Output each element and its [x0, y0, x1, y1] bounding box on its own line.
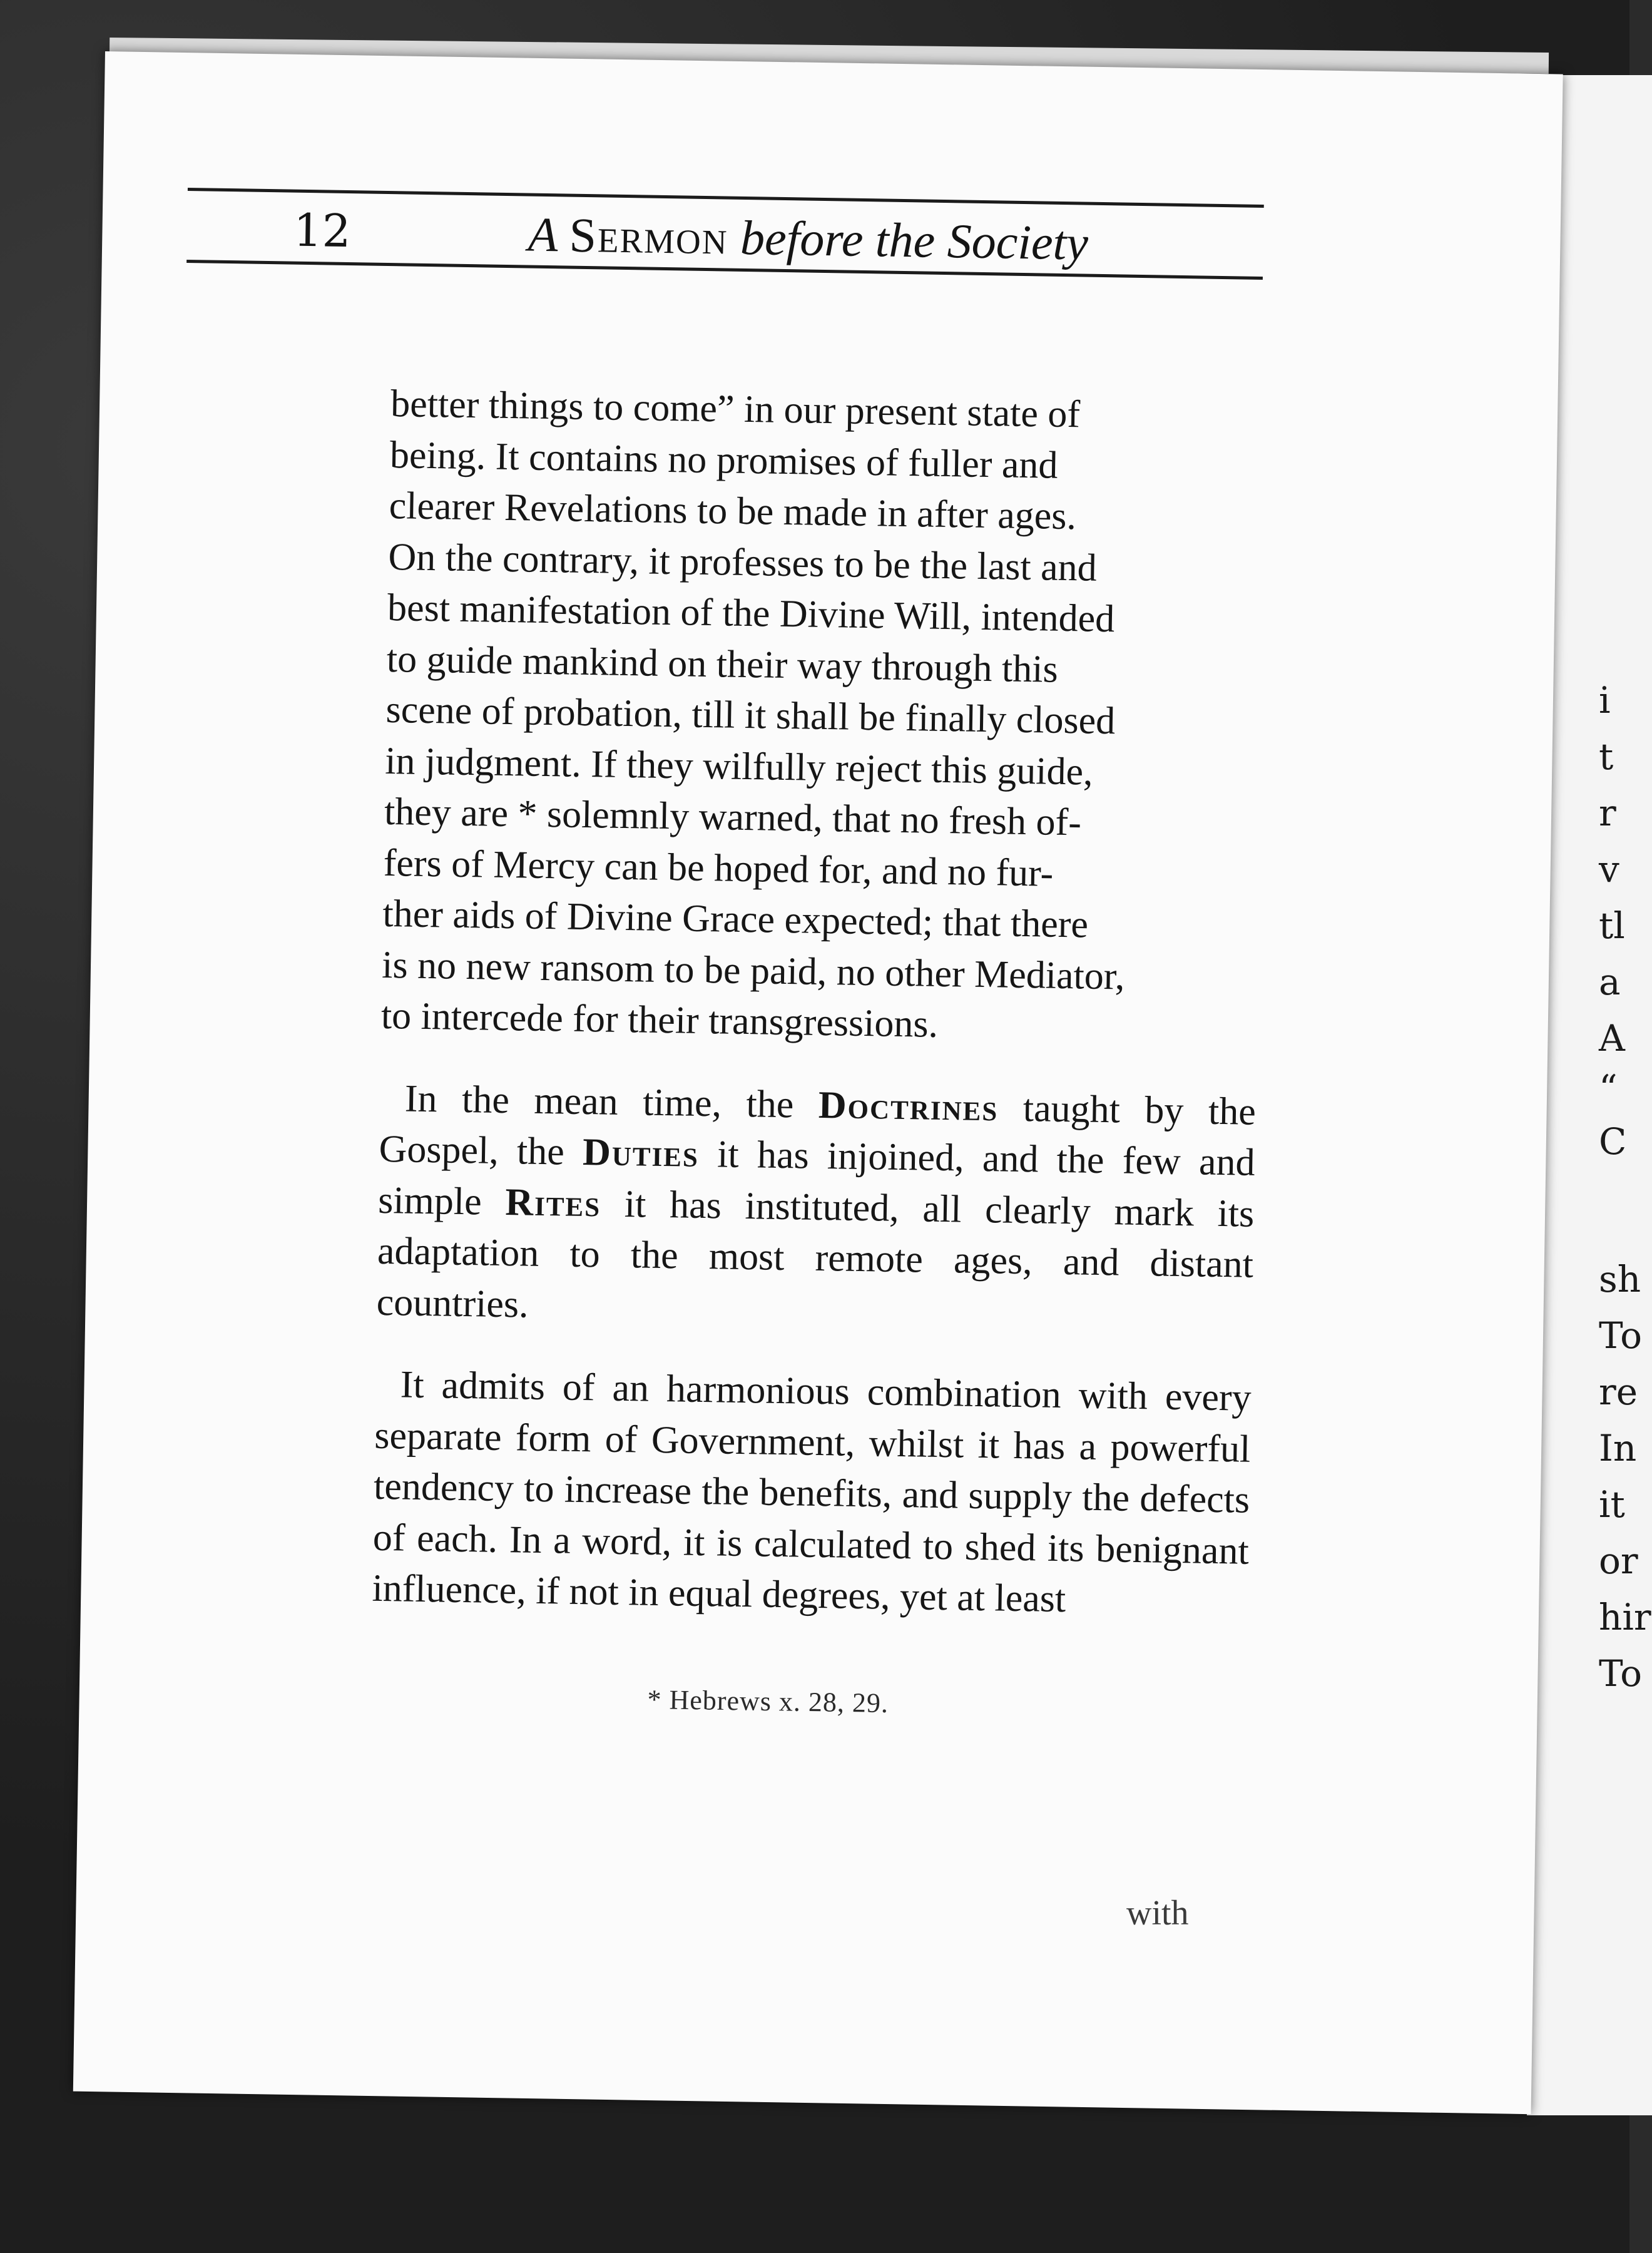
facing-page-fragment: “ [1599, 1067, 1618, 1110]
facing-page-fragment: To [1599, 1652, 1643, 1695]
footnote: * Hebrews x. 28, 29. [647, 1683, 889, 1719]
text-line: scene of probation, till it shall be finally closed [385, 688, 1116, 743]
paragraph-continued [380, 379, 1267, 1055]
text-run: In the mean time, the [404, 1076, 794, 1126]
facing-page-fragment: i [1599, 679, 1611, 722]
text-line: clearer Revelations to be made in after ages. [389, 484, 1077, 538]
text-run: it has instituted, all clearly mark its adaptation to the most remote ages, and distant countries. [376, 1182, 1255, 1326]
text-line: being. It contains no promises of fuller and [389, 433, 1059, 487]
facing-page-fragment: sh [1599, 1258, 1641, 1300]
text-line: On the contrary, it professes to be the last and [387, 535, 1098, 590]
running-head-rest: before the Society [740, 210, 1089, 270]
facing-page-fragment: a [1599, 961, 1621, 1003]
page-number: 12 [293, 203, 352, 258]
facing-page-fragment: To [1599, 1314, 1643, 1357]
paragraph-government: It admits of an harmonious combination with every separate form of Government, whilst it has a powerful tendency to increase the benefits, and supply the defects of each. In a word, it is calculated to shed its benignant influence, if not in equal degrees, yet at least [372, 1363, 1252, 1621]
text-line: best manifestation of the Divine Will, intended [387, 586, 1115, 641]
rites-term: Rites [504, 1180, 601, 1225]
text-line: to intercede for their transgressions. [380, 994, 939, 1046]
facing-page-fragment: hir [1599, 1596, 1651, 1638]
running-head [528, 207, 1088, 272]
running-head-sermon: Sermon [568, 207, 729, 265]
text-line: in judgment. If they wilfully reject this guide, [384, 739, 1094, 794]
facing-page-fragment: re [1599, 1371, 1638, 1413]
facing-page-fragment: t [1599, 735, 1614, 778]
facing-page-fragment: v [1599, 848, 1619, 891]
facing-page-fragment: A [1599, 1017, 1625, 1060]
facing-page-fragment: r [1599, 792, 1616, 834]
text-line: to guide mankind on their way through this [386, 637, 1059, 691]
facing-page-fragment: C [1599, 1120, 1627, 1163]
text-line: they are * solemnly warned, that no fresh of- [384, 790, 1082, 844]
duties-term: Duties [582, 1130, 700, 1175]
running-head-article: A [528, 207, 558, 262]
paragraph-doctrines [376, 1073, 1256, 1341]
doctrines-term: Doctrines [818, 1083, 999, 1129]
catchword: with [1126, 1894, 1189, 1933]
text-line: fers of Mercy can be hoped for, and no fur- [383, 841, 1054, 895]
facing-page-fragment: In [1599, 1427, 1637, 1469]
text-line: ther aids of Divine Grace expected; that there [382, 892, 1089, 946]
text-run: it has injoined, and the few and simple [377, 1133, 1256, 1223]
facing-page-fragment: tl [1599, 904, 1625, 947]
text-run: taught by the Gospel, the [379, 1086, 1257, 1173]
facing-page-fragment: it [1599, 1483, 1625, 1526]
facing-page-fragment: or [1599, 1540, 1638, 1582]
text-line: is no new ransom to be paid, no other Mediator, [381, 943, 1126, 998]
text-line: better things to come” in our present state of [390, 382, 1081, 436]
body-text [372, 379, 1267, 1628]
